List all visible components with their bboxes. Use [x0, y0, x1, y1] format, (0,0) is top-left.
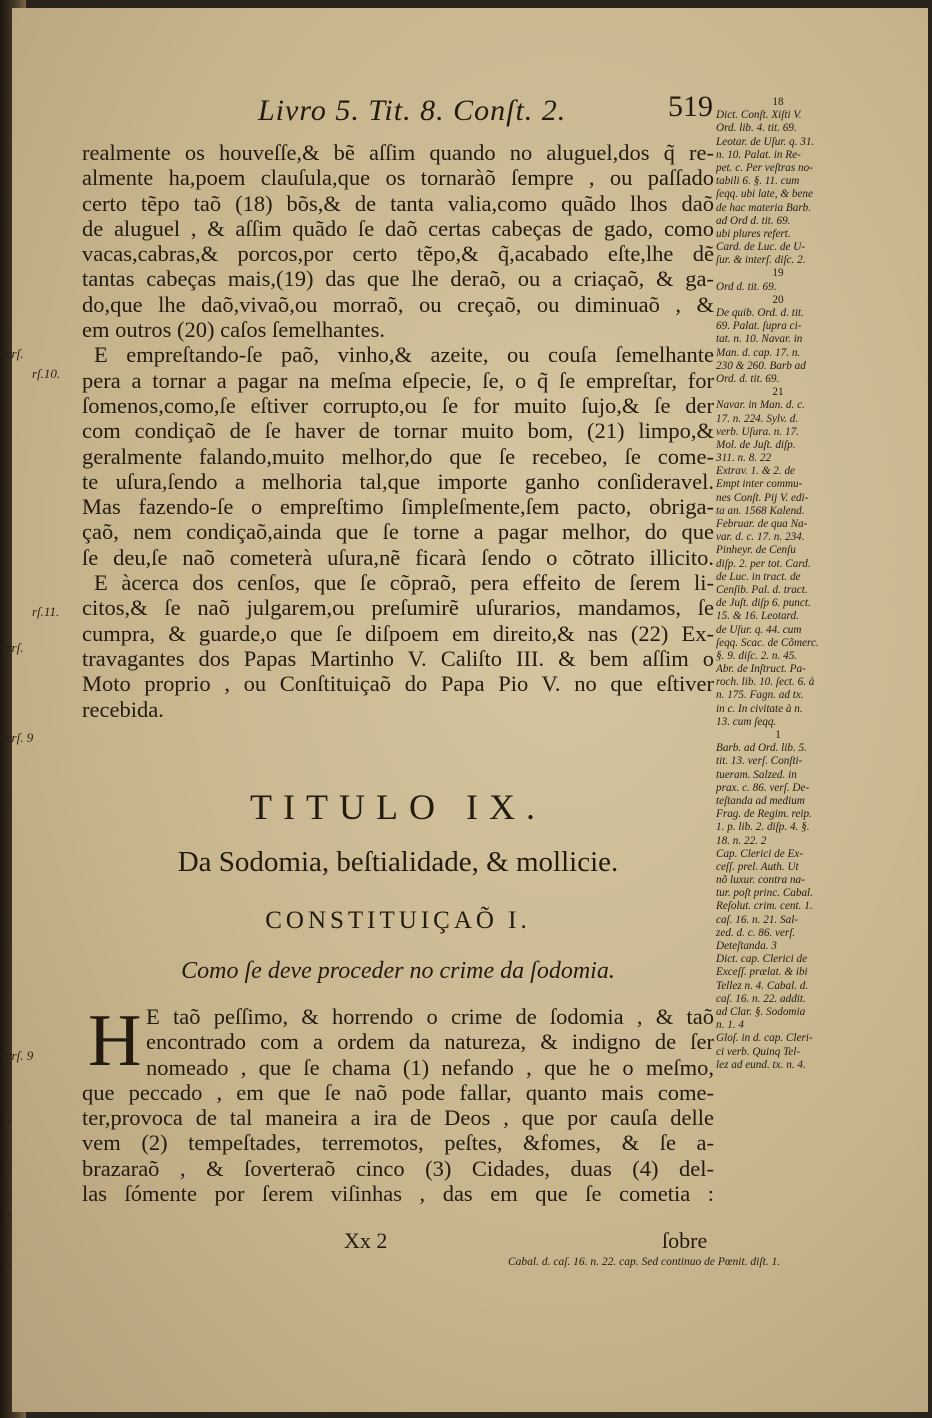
note-line: ſur. & interſ. diſc. 2.: [716, 254, 806, 267]
note-line: Cap. Clerici de Ex-: [716, 847, 803, 860]
text-line: cumpra, & guarde,o que ſe diſpoem em direito,& nas (22) Ex-: [82, 620, 714, 646]
note-line: ſeqq. ubi late, & bene: [716, 188, 813, 201]
note-line: Exceſſ. prælat. & ibi: [716, 966, 808, 979]
note-line: tit. 13. verſ. Conſti-: [716, 755, 803, 768]
text-line: do,que lhe daõ,vivaõ,ou morraõ, ou creçaõ, ou diminuaõ , &: [82, 291, 714, 317]
gutter-mark: ›: [6, 1206, 11, 1221]
rubric: Como ſe deve proceder no crime da ſodomia.: [181, 958, 615, 984]
body-text: [82, 140, 714, 722]
note-line: ad Clar. §. Sodomia: [716, 1005, 806, 1018]
constitution-heading: CONSTITUIÇAÕ I.: [265, 907, 531, 934]
note-line: Card. de Luc. de U-: [716, 241, 806, 254]
text-line: çaõ, nem condiçaõ,ainda que ſe torne a pagar melhor, do que: [82, 519, 714, 545]
note-line: Dict. Conſt. Xiſti V.: [716, 109, 802, 122]
text-line: almente ha,poem clauſula,que os tornaràõ ſempre , ou paſſado: [82, 165, 714, 191]
note-line: 1. p. lib. 2. diſp. 4. §.: [716, 821, 810, 834]
note-line: de hac materia Barb.: [716, 201, 812, 214]
note-line: var. d. c. 17. n. 234.: [716, 531, 805, 544]
note-line: De quib. Ord. d. tit.: [716, 307, 804, 319]
text-line: vacas,cabras,& porcos,por certo tẽpo,& q̃,acabado eſte,lhe dẽ: [82, 241, 714, 267]
page-number: 519: [668, 90, 713, 123]
note-line: 1: [775, 729, 781, 741]
note-line: 21: [772, 386, 784, 399]
note-line: ci verb. Quinq Tel-: [716, 1045, 801, 1058]
note-line: n. 1. 4: [716, 1019, 744, 1032]
note-line: de Uſur. q. 44. cum: [716, 623, 802, 636]
gutter-mark: verſ. 9: [0, 730, 34, 745]
note-line: caſ. 16. n. 22. addit.: [716, 992, 806, 1005]
note-line: Pinheyr. de Cenſu: [716, 544, 796, 557]
text-line: que peccado , em que ſe naõ pode fallar, quanto mais come-: [82, 1079, 714, 1105]
text-line: com condiçaõ de ſe haver de tornar muito bom, (21) limpo,&: [82, 418, 714, 444]
note-line: Barb. ad Ord. lib. 5.: [716, 742, 807, 755]
note-line: Tellez n. 4. Cabal. d.: [716, 979, 809, 992]
note-line: Reſolut. crim. cent. 1.: [716, 900, 813, 913]
note-line: Ord. lib. 4. tit. 69.: [716, 122, 797, 135]
note-line: diſp. 2. per tot. Card.: [716, 557, 811, 570]
note-line: Dict. cap. Clerici de: [716, 953, 808, 966]
note-line: prax. c. 86. verſ. De-: [716, 781, 810, 794]
text-line: brazaraõ , & ſoverteraõ cinco (3) Cidades, duas (4) del-: [82, 1155, 714, 1181]
text-line: Moto proprio , ou Conſtituiçaõ do Papa Pio V. no que eſtiver: [82, 671, 714, 697]
note-line: de Luc. in tract. de: [716, 570, 801, 583]
text-line: citos,& ſe naõ julgarem,ou preſumirẽ uſurarios, mandamos, ſe: [82, 595, 714, 621]
margin-notes: [716, 96, 840, 1072]
note-line: de Juſt. diſp 6. punct.: [716, 597, 811, 610]
note-line: Navar. in Man. d. c.: [716, 399, 805, 412]
note-line: ta an. 1568 Kalend.: [716, 504, 805, 517]
running-title: Livro 5. Tit. 8. Conſt. 2.: [258, 94, 567, 127]
text-line: certo tẽpo taõ (18) bõs,& de tanta valia,como quãdo lhos daõ: [82, 190, 714, 216]
note-line: 69. Palat. ſupra ci-: [716, 320, 802, 333]
note-line: lez ad eund. tx. n. 4.: [716, 1058, 806, 1071]
note-line: Leotar. de Uſur. q. 31.: [716, 135, 815, 148]
note-line: caſ. 16. n. 21. Sal-: [716, 913, 799, 926]
note-line: 311. n. 8. 22: [716, 452, 772, 465]
text-line: E empreſtando-ſe paõ, vinho,& azeite, ou couſa ſemelhante: [94, 342, 714, 368]
note-line: tabili 6. §. 11. cum: [716, 175, 800, 188]
note-line: teſtanda ad medium: [716, 794, 805, 807]
text-line: ſe deu,ſe naõ cometerà uſura,nẽ ficarà ſendo o cõtrato illicito.: [82, 544, 714, 570]
section-subtitle: Da Sodomia, beſtialidade, & mollicie.: [177, 846, 619, 878]
bottom-note: Cabal. d. caſ. 16. n. 22. cap. Sed continuo de Pœnit. diſt. 1.: [508, 1256, 781, 1268]
note-line: nõ luxur. contra na-: [716, 874, 805, 887]
text-line: encontrado com a ordem da natureza, & indigno de ſer: [146, 1029, 714, 1055]
note-line: n. 175. Fagn. ad tx.: [716, 689, 804, 702]
text-line: tantas cabeças mais,(19) das que lhe deraõ, ou a criaçaõ, & ga-: [82, 266, 714, 292]
note-line: 13. cum ſeqq.: [716, 715, 777, 728]
note-line: roch. lib. 10. ſect. 6. à: [716, 676, 815, 689]
text-line: E taõ peſſimo, & horrendo o crime de ſodomia , & taõ: [146, 1004, 714, 1029]
gutter-mark: verſ.: [0, 640, 24, 655]
text-line: de aluguel , & aſſim quãdo ſe daõ certas cabeças de gado, como: [82, 215, 714, 241]
note-line: ceſſ. prel. Auth. Ut: [716, 860, 799, 873]
note-line: Ord d. tit. 69.: [716, 280, 777, 293]
gutter-mark: verſ. 9: [0, 1048, 34, 1063]
text-line: Mas fazendo-ſe o empreſtimo ſimpleſmente,ſem pacto, obriga-: [82, 494, 714, 520]
note-line: verb. Uſura. n. 17.: [716, 425, 799, 438]
note-line: tat. n. 10. Navar. in: [716, 333, 803, 346]
note-line: zed. d. c. 86. verſ.: [716, 926, 796, 939]
body-text-2: [82, 1000, 714, 1207]
signature-mark: Xx 2: [344, 1228, 388, 1253]
note-line: Frag. de Regim. reip.: [716, 808, 812, 821]
note-line: pet. c. Per veſtras no-: [716, 161, 813, 174]
text-line: ſomenos,como,ſe eſtiver corrupto,ou ſe for muito ſujo,& ſe der: [82, 392, 714, 418]
text-line: travagantes dos Papas Martinho V. Caliſto III. & bem aſſim o: [82, 645, 714, 671]
note-line: ubi plures refert.: [716, 227, 791, 240]
note-line: Man. d. cap. 17. n.: [716, 346, 801, 359]
text-line: recebida.: [82, 696, 164, 722]
paragraph-marker: rſ.10.: [32, 366, 61, 381]
note-line: in c. In civitate à n.: [716, 702, 803, 715]
gutter-mark: ›: [6, 1160, 11, 1175]
note-line: 20: [772, 293, 784, 306]
note-line: tur. poſt princ. Cabal.: [716, 887, 813, 900]
note-line: §. 9. diſc. 2. n. 45.: [716, 649, 798, 662]
drop-cap: H: [88, 1000, 142, 1082]
gutter-mark: verſ.: [0, 346, 24, 361]
note-line: 18: [772, 96, 784, 108]
text-line: realmente os houveſſe,& bẽ aſſim quando no aluguel,dos q̃ re-: [82, 140, 714, 165]
text-line: vem (2) tempeſtades, terremotos, peſtes, &fomes, & ſe a-: [82, 1130, 714, 1156]
note-line: Februar. de qua Na-: [716, 518, 808, 530]
note-line: nes Conſt. Pij V. edi-: [716, 491, 809, 504]
text-line: nomeado , que ſe chama (1) nefando , que he o meſmo,: [146, 1054, 714, 1080]
note-line: 15. & 16. Leotard.: [716, 610, 799, 623]
text-line: ter,provoca de tal maneira a ira de Deos , que por cauſa delle: [82, 1105, 714, 1131]
text-line: pera a tornar a pagar na meſma eſpecie, ſe, o q̃ ſe empreſtar, for: [82, 367, 714, 393]
gutter-mark: ›: [6, 1258, 11, 1273]
gutter-mark: ›: [6, 1112, 11, 1127]
note-line: 230 & 260. Barb ad: [716, 359, 806, 372]
note-line: Ord. d. tit. 69.: [716, 372, 780, 385]
text-line: E àcerca dos cenſos, que ſe cõpraõ, pera effeito de ſerem li-: [94, 570, 714, 596]
note-line: 19: [772, 267, 784, 280]
note-line: Mol. de Juſt. diſp.: [716, 438, 796, 451]
note-line: Abr. de Inſtruct. Pa-: [716, 663, 806, 676]
section-title: TITULO IX.: [250, 787, 546, 827]
note-line: tueram. Salzed. in: [716, 768, 797, 781]
note-line: 17. n. 224. Sylv. d.: [716, 412, 799, 425]
text-line: te uſura,ſendo a melhoria tal,que importe ganho conſideravel.: [82, 468, 714, 494]
paragraph-marker: rſ.11.: [32, 604, 60, 619]
note-line: Cenſib. Pal. d. tract.: [716, 583, 808, 596]
note-line: Deteſtanda. 3: [716, 940, 777, 952]
note-line: Empt inter commu-: [716, 478, 803, 491]
note-line: 18. n. 22. 2: [716, 834, 767, 847]
note-line: Gloſ. in d. cap. Cleri-: [716, 1032, 813, 1045]
text-line: las ſómente por ſerem viſinhas , das em que ſe cometia :: [82, 1181, 714, 1207]
catchword: ſobre: [662, 1228, 708, 1253]
text-line: geralmente falando,muito melhor,do que ſe recebeo, ſe come-: [82, 443, 714, 469]
note-line: ſeqq. Scac. de Cõmerc.: [716, 636, 819, 649]
note-line: ad Ord d. tit. 69.: [716, 214, 791, 227]
note-line: n. 10. Palat. in Re-: [716, 148, 801, 161]
text-line: em outros (20) caſos ſemelhantes.: [82, 317, 386, 343]
note-line: Extrav. 1. & 2. de: [716, 465, 796, 478]
